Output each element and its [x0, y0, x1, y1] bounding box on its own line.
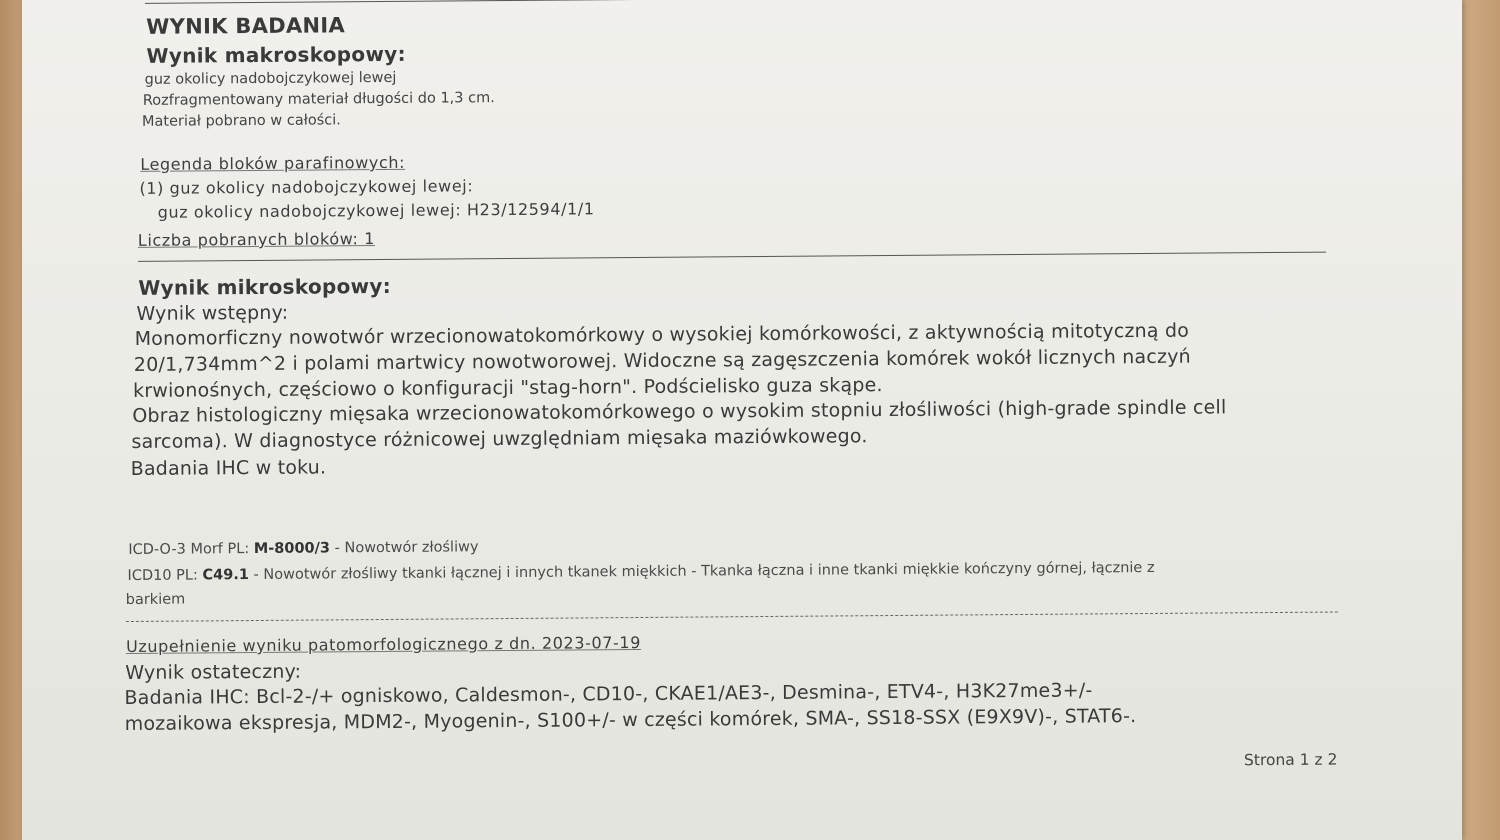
- icdo-description: - Nowotwór złośliwy: [329, 539, 479, 557]
- section-rule: [138, 252, 1326, 262]
- icdo-line: [128, 539, 478, 558]
- icd10-line: [127, 560, 1154, 584]
- icd10-label: ICD10 PL:: [127, 567, 203, 585]
- ihc-line-1: Badania IHC: Bcl-2-/+ ogniskowo, Caldesmon-, CD10-, CKAE1/AE3-, Desmina-, ETV4-, H3K27me3+/-: [124, 679, 1093, 710]
- micro-line-6: Badania IHC w toku.: [130, 456, 327, 480]
- icd10-description: - Nowotwór złośliwy tkanki łącznej i innych tkanek miękkich - Tkanka łączna i inne tkanki miękkie kończyny górnej, łącznie z: [248, 559, 1155, 584]
- document-title: WYNIK BADANIA: [146, 13, 346, 39]
- supplement-heading: Uzupełnienie wyniku patomorfologicznego z dn. 2023-07-19: [126, 632, 642, 657]
- macro-heading: Wynik makroskopowy:: [146, 41, 406, 68]
- legend-heading: Legenda bloków parafinowych:: [140, 152, 406, 174]
- blocks-count: Liczba pobranych bloków: 1: [137, 229, 376, 250]
- top-rule: [145, 0, 1315, 4]
- prelim-label: Wynik wstępny:: [136, 301, 289, 325]
- legend-item: (1) guz okolicy nadobojczykowej lewej:: [139, 176, 474, 198]
- macro-line-3: Materiał pobrano w całości.: [141, 112, 341, 130]
- icd10-code: C49.1: [202, 567, 249, 584]
- micro-heading: Wynik mikroskopowy:: [138, 273, 392, 300]
- icdo-label: ICD-O-3 Morf PL:: [128, 541, 254, 559]
- dashed-rule: [126, 612, 1338, 623]
- macro-line-1: guz okolicy nadobojczykowej lewej: [144, 69, 397, 88]
- icd10-line-2: barkiem: [125, 591, 186, 609]
- micro-line-1: Monomorficzny nowotwór wrzecionowatokomórkowy o wysokiej komórkowości, z aktywnością mitotyczną do: [134, 319, 1190, 350]
- micro-line-4: Obraz histologiczny mięsaka wrzecionowatokomórkowego o wysokim stopniu złośliwości (high-grade spindle cell: [132, 396, 1227, 427]
- ihc-line-2: mozaikowa ekspresja, MDM2-, Myogenin-, S100+/- w części komórek, SMA-, SS18-SSX (E9X9V)-, STAT6-.: [124, 705, 1137, 736]
- legend-sub-item: guz okolicy nadobojczykowej lewej: H23/12594/1/1: [157, 199, 595, 222]
- micro-line-3: krwionośnych, częściowo o konfiguracji "stag-horn". Podścielisko guza skąpe.: [132, 374, 883, 402]
- micro-line-5: sarcoma). W diagnostyce różnicowej uwzględniam mięsaka maziówkowego.: [131, 425, 868, 453]
- macro-line-2: Rozfragmentowany materiał długości do 1,3 cm.: [142, 90, 495, 109]
- micro-line-2: 20/1,734mm^2 i polami martwicy nowotworowej. Widoczne są zagęszczenia komórek wokół licznych naczyń: [133, 345, 1191, 376]
- page-number: Strona 1 z 2: [1243, 750, 1338, 770]
- icdo-code: M-8000/3: [253, 540, 331, 558]
- final-label: Wynik ostateczny:: [125, 660, 302, 685]
